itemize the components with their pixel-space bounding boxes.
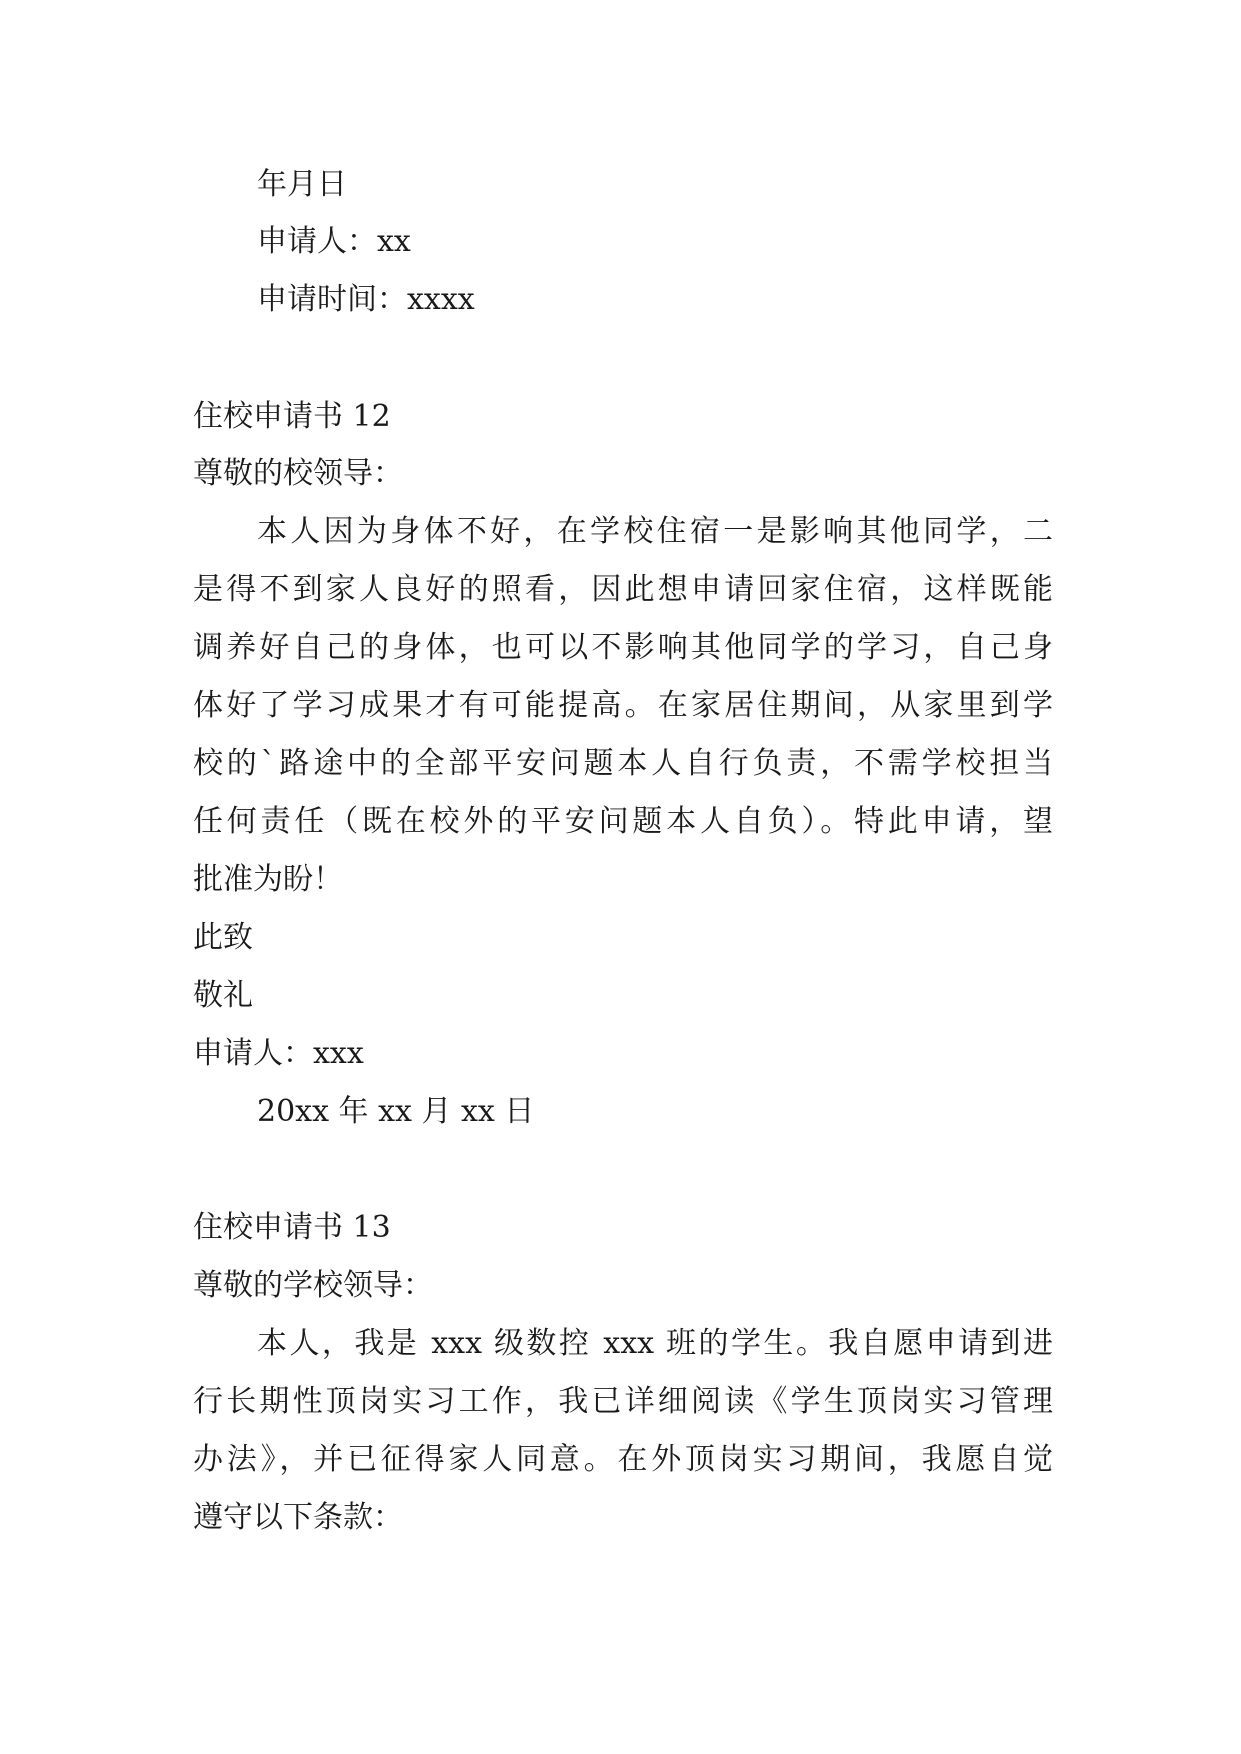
- apply-time-line: 申请时间：xxxx: [257, 282, 475, 317]
- applicant-line: 申请人：xx: [257, 224, 411, 259]
- letter-13-body-line-2: 行长期性顶岗实习工作，我已详细阅读《学生顶岗实习管理: [193, 1384, 1053, 1419]
- letter-13-body-line-1: 本人，我是 xxx 级数控 xxx 班的学生。我自愿申请到进: [257, 1326, 1053, 1361]
- letter-12-body-line-2: 是得不到家人良好的照看，因此想申请回家住宿，这样既能: [193, 572, 1053, 607]
- letter-12-body-line-4: 体好了学习成果才有可能提高。在家居住期间，从家里到学: [193, 688, 1053, 723]
- letter-12-salutation: 尊敬的校领导：: [193, 456, 403, 491]
- letter-12-body-line-5: 校的`路途中的全部平安问题本人自行负责，不需学校担当: [193, 746, 1053, 781]
- letter-12-body-line-7: 批准为盼！: [193, 862, 343, 897]
- letter-12-body-line-1: 本人因为身体不好，在学校住宿一是影响其他同学，二: [257, 514, 1053, 549]
- letter-12-closing-2: 敬礼: [193, 978, 253, 1013]
- letter-12-closing-1: 此致: [193, 920, 253, 955]
- letter-13-salutation: 尊敬的学校领导：: [193, 1268, 433, 1303]
- letter-12-signature: 申请人：xxx: [193, 1036, 364, 1071]
- letter-13-body-line-3: 办法》，并已征得家人同意。在外顶岗实习期间，我愿自觉: [193, 1442, 1053, 1477]
- letter-13-body-line-4: 遵守以下条款：: [193, 1500, 403, 1535]
- letter-12-body-line-6: 任何责任（既在校外的平安问题本人自负）。特此申请，望: [193, 804, 1053, 839]
- letter-13-title: 住校申请书 13: [193, 1210, 391, 1245]
- letter-12-title: 住校申请书 12: [193, 399, 391, 434]
- letter-12-date: 20xx 年 xx 月 xx 日: [257, 1094, 535, 1129]
- date-placeholder-line: 年月日: [257, 167, 347, 202]
- letter-12-body-line-3: 调养好自己的身体，也可以不影响其他同学的学习，自己身: [193, 630, 1053, 665]
